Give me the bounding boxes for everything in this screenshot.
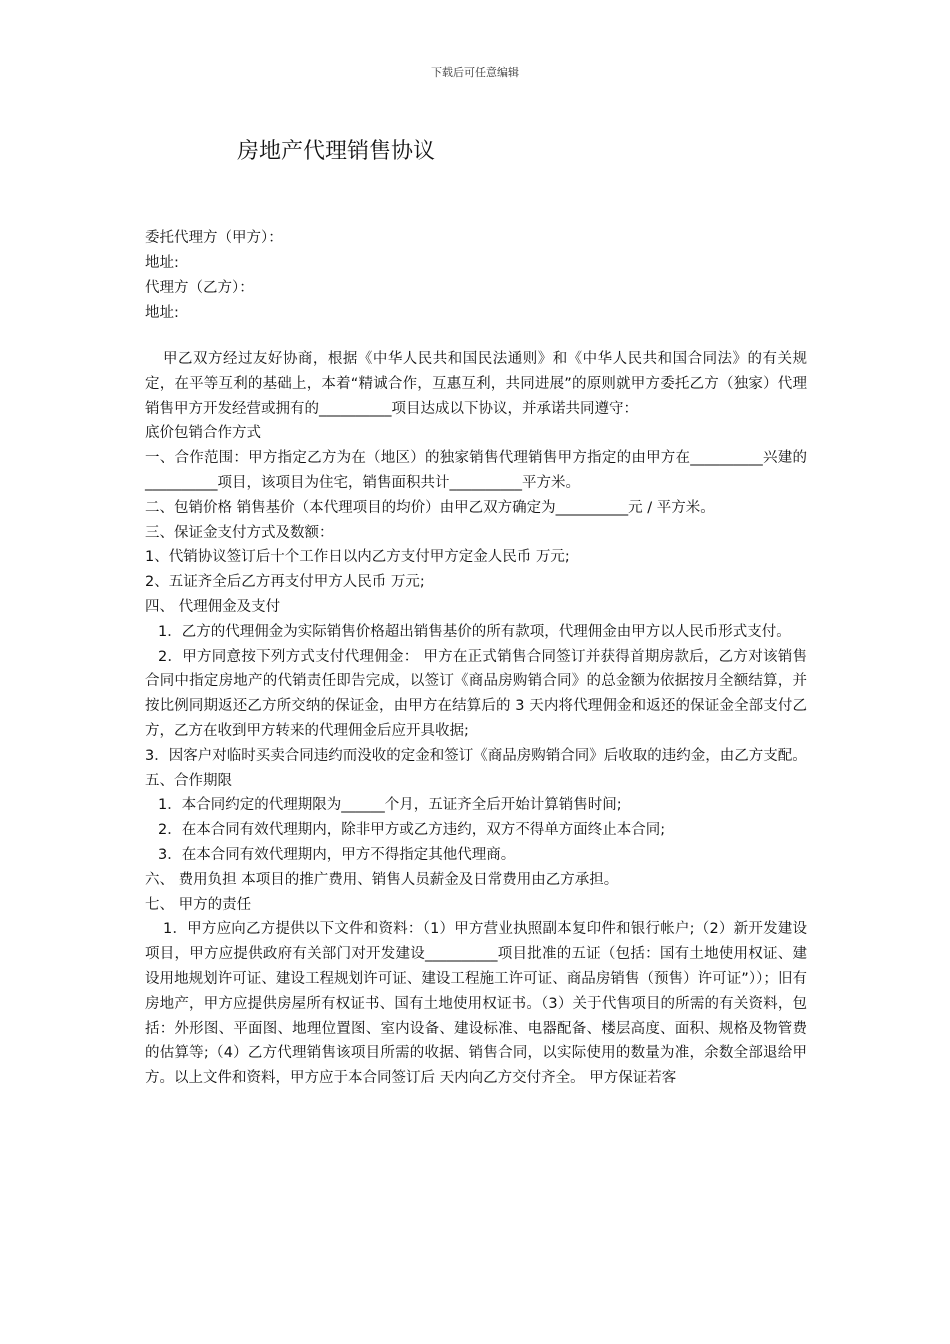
party-b-label: 代理方（乙方）： <box>145 280 254 296</box>
party-info <box>145 226 283 326</box>
clause-paragraph: 1．乙方的代理佣金为实际销售价格超出销售基价的所有款项，代理佣金由甲方以人民币形式支付。 <box>158 623 791 640</box>
section-heading: 底价包销合作方式 <box>145 425 261 442</box>
clause-paragraph: 3．因客户对临时买卖合同违约而没收的定金和签订《商品房购销合同》后收取的违约金，由乙方支配。 <box>145 747 807 764</box>
clause-paragraph: 二、包销价格 销售基价（本代理项目的均价）由甲乙双方确定为__________元 / 平方米。 <box>145 499 715 516</box>
agreement-body <box>145 347 807 1091</box>
clause-paragraph: 一、合作范围：甲方指定乙方为在（地区）的独家销售代理销售甲方指定的由甲方在__________兴建的__________项目，该项目为住宅，销售面积共计__________平方米。 <box>145 450 807 491</box>
preamble-paragraph: 甲乙双方经过友好协商，根据《中华人民共和国民法通则》和《中华人民共和国合同法》的有关规定，在平等互利的基础上，本着“精诚合作，互惠互利，共同进展”的原则就甲方委托乙方（独家）代理销售甲方开发经营或拥有的__________项目达成以下协议，并承诺共同遵守： <box>145 351 807 417</box>
section-heading: 七、 甲方的责任 <box>145 896 252 913</box>
section-heading: 五、合作期限 <box>145 772 232 789</box>
clause-paragraph: 3．在本合同有效代理期内，甲方不得指定其他代理商。 <box>158 846 516 863</box>
party-a-label: 委托代理方（甲方）： <box>145 230 283 246</box>
clause-paragraph: 六、 费用负担 本项目的推广费用、销售人员薪金及日常费用由乙方承担。 <box>145 871 619 888</box>
clause-paragraph: 1．本合同约定的代理期限为______个月，五证齐全后开始计算销售时间; <box>158 797 622 814</box>
party-b-address: 地址: <box>145 305 179 321</box>
clause-paragraph: 1、代销协议签订后十个工作日以内乙方支付甲方定金人民币 万元; <box>145 549 570 566</box>
clause-paragraph: 2．甲方同意按下列方式支付代理佣金： 甲方在正式销售合同签订并获得首期房款后，乙方对该销售合同中指定房地产的代销责任即告完成，以签订《商品房购销合同》的总金额为依据按月全额结算，并按比例同期返还乙方所交纳的保证金，由甲方在结算后的 3 天内将代理佣金和返还的保证金全部支付乙方，乙方在收到甲方转来的代理佣金后应开具收据; <box>145 648 807 739</box>
section-heading: 四、 代理佣金及支付 <box>145 598 281 615</box>
page-header: 下载后可任意编辑 <box>431 66 519 79</box>
document-title: 房地产代理销售协议 <box>237 139 436 164</box>
clause-paragraph: 2．在本合同有效代理期内，除非甲方或乙方违约，双方不得单方面终止本合同; <box>158 822 666 839</box>
party-a-address: 地址: <box>145 255 179 271</box>
clause-paragraph: 1．甲方应向乙方提供以下文件和资料：（1）甲方营业执照副本复印件和银行帐户;（2）新开发建设项目，甲方应提供政府有关部门对开发建设__________项目批准的五证（包括：国有土地使用权证、建设用地规划许可证、建设工程规划许可证、建设工程施工许可证、商品房销售（预售）许可证”））；旧有房地产，甲方应提供房屋所有权证书、国有土地使用权证书。（3）关于代售项目的所需的有关资料，包括：外形图、平面图、地理位置图、室内设备、建设标准、电器配备、楼层高度、面积、规格及物管费的估算等;（4）乙方代理销售该项目所需的收据、销售合同，以实际使用的数量为准，余数全部退给甲方。以上文件和资料，甲方应于本合同签订后 天内向乙方交付齐全。 甲方保证若客 <box>145 921 807 1087</box>
clause-paragraph: 三、保证金支付方式及数额： <box>145 524 334 541</box>
clause-paragraph: 2、五证齐全后乙方再支付甲方人民币 万元; <box>145 574 425 591</box>
